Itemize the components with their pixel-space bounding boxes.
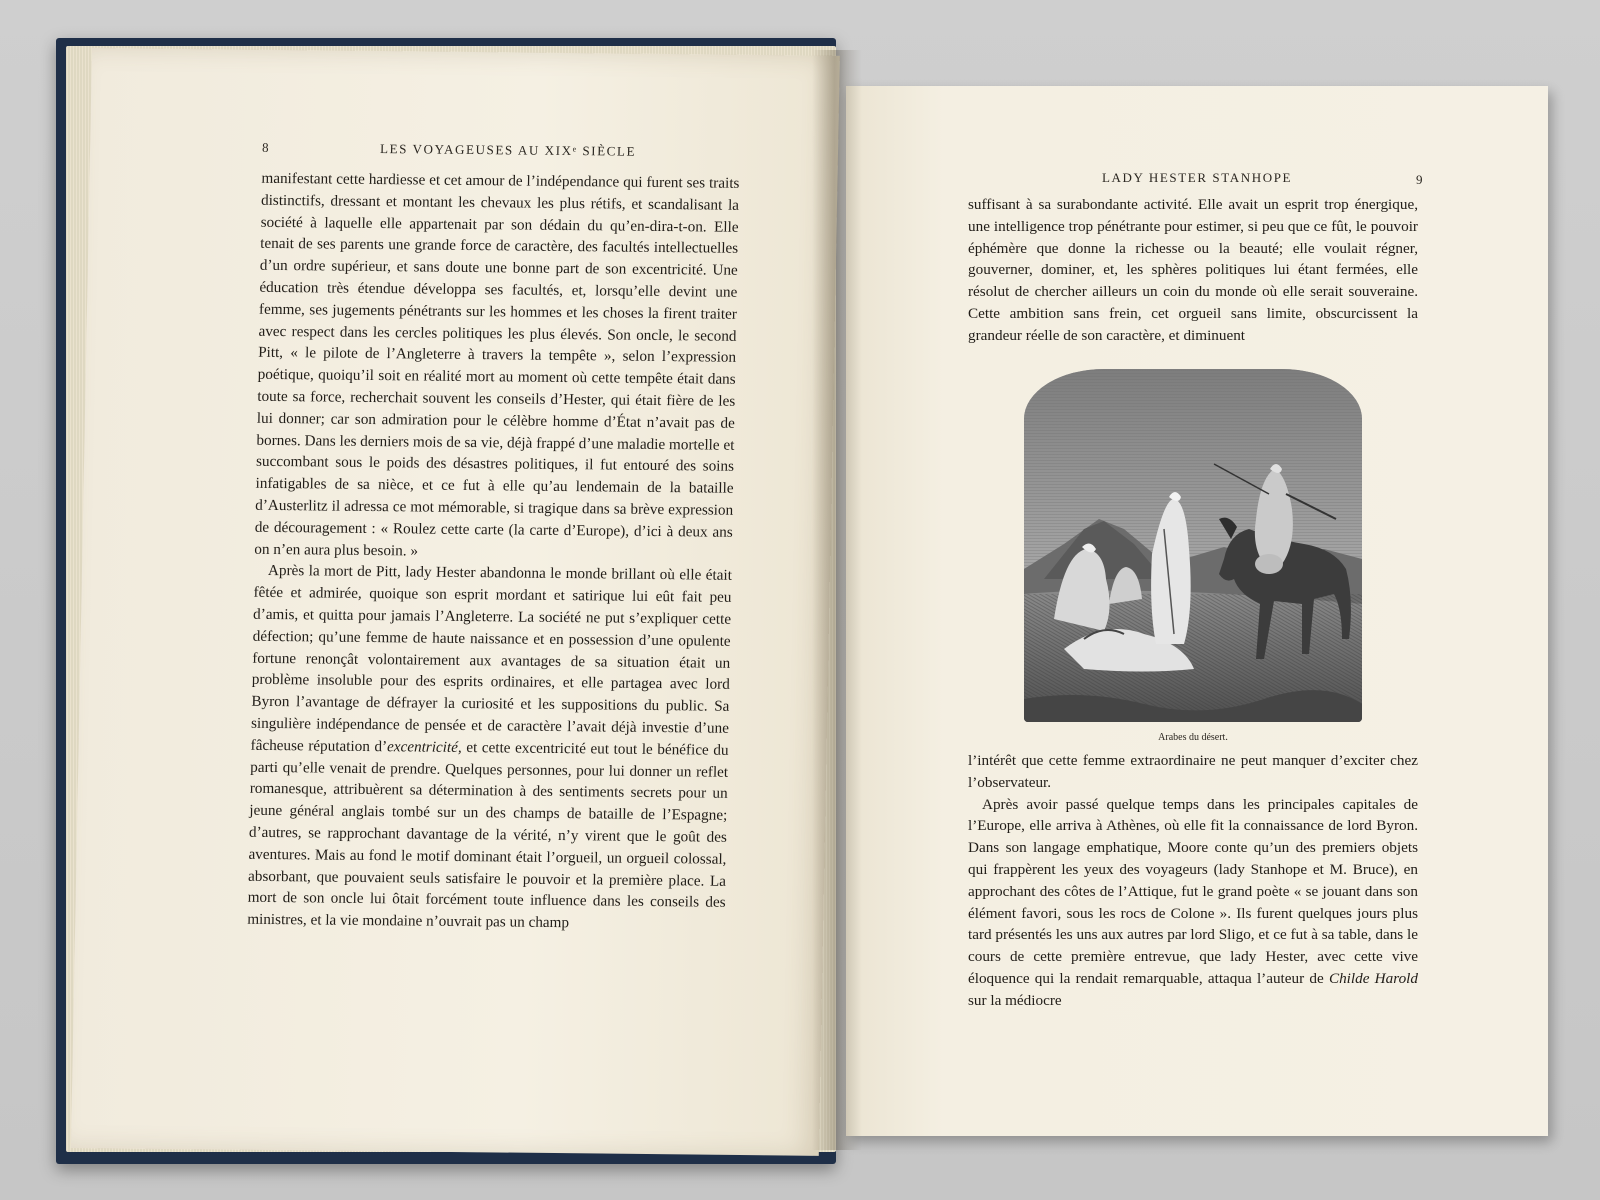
paragraph: Après la mort de Pitt, lady Hester abandonna le monde brillant où elle était fêtée et admirée, quoique son esprit mordant et satirique lui eût fait peu d’amis, et quitta pour jamais l’Angleterre. La société ne put s’expliquer cette défection; qu’une femme de haute naissance et en possession d’une opulente fortune renonçât volontairement aux avantages de sa situation était un problème insoluble pour des esprits ordinaires, et elle partagea avec lord Byron l’avantage de défrayer la curiosité et les suppositions du public. Sa singulière indépendance de pensée et de caractère l’avait déjà investie d’une fâcheuse réputation d’excentricité, et cette excentricité eut tout le bénéfice du parti qu’elle venait de prendre. Quelques personnes, pour lui donner un reflet romanesque, attribuèrent sa détermination à des sentiments secrets pour un jeune général anglais tombé sur un des champs de bataille de l’Espagne; d’autres, se rapprochant davantage de la vérité, n’y virent que le goût des aventures. Mais au fond le motif dominant était l’orgueil, un orgueil colossal, absorbant, que pouvaient seuls satisfaire le pouvoir et la première place. La mort de son oncle lui ôtait forcément toute influence dans les conseils des ministres, et la vie mondaine n’ouvrait pas un champ	[247, 562, 733, 932]
paragraph: l’intérêt que cette femme extraordinaire ne peut manquer d’exciter chez l’observateur.	[968, 752, 1418, 791]
right-body-text-bottom	[968, 750, 1418, 1012]
page-number-left: 8	[261, 139, 269, 155]
left-page	[71, 48, 840, 1156]
running-head-left: LES VOYAGEUSES AU XIXᵉ SIÈCLE	[379, 141, 637, 159]
right-page	[846, 86, 1548, 1136]
right-body-text-top	[968, 194, 1418, 347]
engraving-arab-riders-desert-icon	[1024, 369, 1362, 722]
paragraph: suffisant à sa surabondante activité. Elle avait un esprit trop énergique, une intelligence trop pénétrante pour estimer, si peu que ce fût, le pouvoir éphémère que donne la richesse ou la beauté; elle voulait régner, gouverner, dominer, et, les sphères politiques lui étant fermées, elle résolut de chercher ailleurs un coin du monde où elle serait souveraine. Cette ambition sans frein, cet orgueil sans limite, obscurcissent la grandeur réelle de son caractère, et diminuent	[968, 196, 1418, 344]
illustration-caption: Arabes du désert.	[1158, 732, 1228, 743]
italic-word: excentricité,	[386, 737, 462, 756]
left-body-text	[247, 168, 740, 936]
paragraph: manifestant cette hardiesse et cet amour de l’indépendance qui furent ses traits distinctifs, dressant et montant les chevaux les plus rétifs, et scandalisant la société à laquelle elle appartenait par son dédain du qu’en-dira-t-on. Elle tenait de ses parents une grande force de caractère, des facultés intellectuelles d’un ordre supérieur, et sans doute une bonne part de son excentricité. Une éducation très étendue développa ses facultés, et, lorsqu’elle devint une femme, ses jugements pénétrants sur les hommes et les choses la firent traiter avec respect dans les cercles politiques les plus élevés. Son oncle, le second Pitt, « le pilote de l’Angleterre à travers la tempête », selon l’expression poétique, quoiqu’il soit en réalité mort au moment où cette tempête était dans toute sa force, recherchait souvent les conseils d’Hester, qui était fière de les lui donner; car son admiration pour le célèbre homme d’État n’avait pas de bornes. Dans les derniers mois de sa vie, déjà frappé d’une maladie mortelle et succombant sous le poids des désastres politiques, il fut entouré des soins infatigables de sa nièce, et ce fut à elle qu’au lendemain de la bataille d’Austerlitz il adressa ce mot mémorable, si tragique dans sa brève expression de découragement : « Roulez cette carte (la carte d’Europe), d’ici à deux ans on n’en aura plus besoin. »	[254, 169, 740, 560]
paragraph: Après avoir passé quelque temps dans les principales capitales de l’Europe, elle arriva à Athènes, où elle fit la connaissance de lord Byron. Dans son langage emphatique, Moore conte qu’un des premiers objets qui frappèrent les yeux des voyageurs (lady Stanhope et M. Bruce), en approchant des côtes de l’Attique, fut le grand poète « se jouant dans son élément favori, sous les rocs de Colone ». Ils furent quelques jours plus tard présentés les uns aux autres par lord Sligo, et ce fut à sa table, dans le cours de cette première entrevue, que lady Hester, avec cette vive éloquence qui la rendait remarquable, attaqua l’auteur de Childe Harold sur la médiocre	[968, 795, 1418, 1009]
page-number-right: 9	[1416, 172, 1423, 187]
italic-title: Childe Harold	[1328, 969, 1418, 987]
engraving-illustration	[1024, 369, 1362, 722]
running-head-right: LADY HESTER STANHOPE	[1102, 170, 1293, 185]
